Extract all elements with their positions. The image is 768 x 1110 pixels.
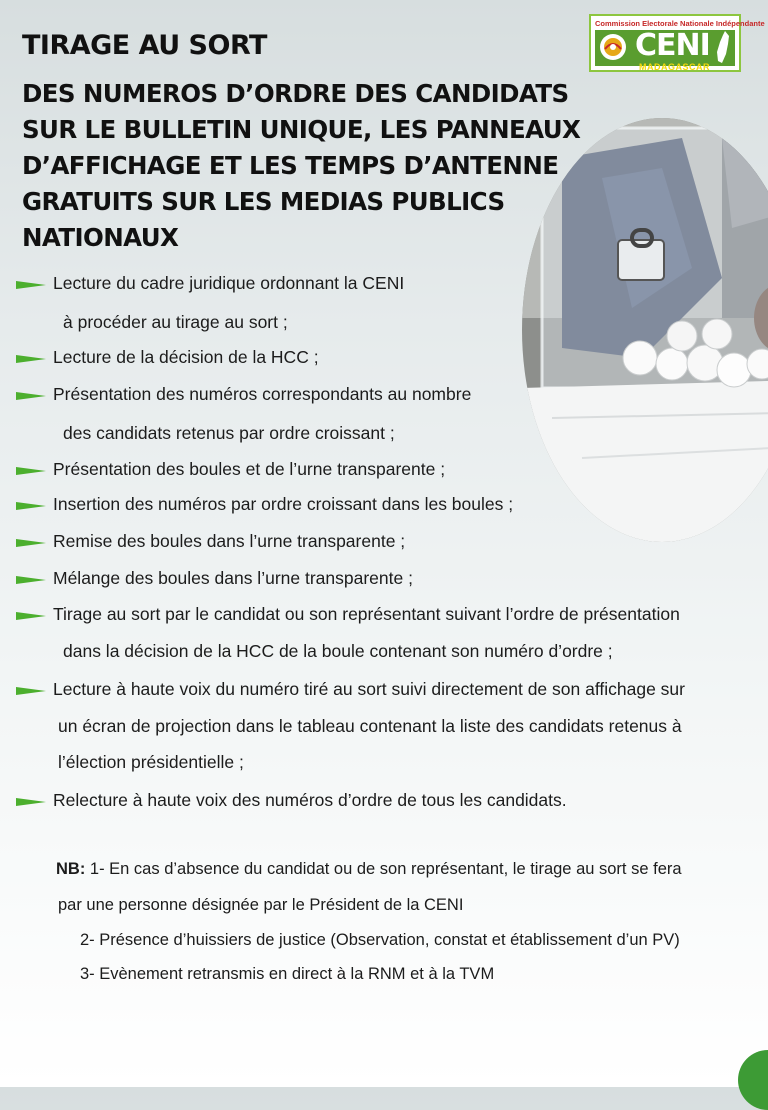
step-text-continued: l’élection présidentielle ; [58,752,244,772]
nb-note-2: 2- Présence d’huissiers de justice (Observation, constat et établissement d’un PV) [80,931,680,949]
step-text-continued: un écran de projection dans le tableau contenant la liste des candidats retenus à [58,716,682,736]
arrow-bullet-icon [16,609,46,623]
step-text: Lecture de la décision de la HCC ; [53,347,319,367]
arrow-bullet-icon [16,795,46,809]
arrow-bullet-icon [16,464,46,478]
corner-decoration [738,1050,768,1110]
madagascar-island-icon [715,30,731,64]
arrow-bullet-icon [16,352,46,366]
arrow-bullet-icon [16,389,46,403]
step-text: Présentation des numéros correspondants au nombre [53,384,472,404]
arrow-bullet-icon [16,684,46,698]
ceni-logo [589,14,765,72]
nb-note-3: 3- Evènement retransmis en direct à la RNM et à la TVM [80,965,495,983]
subtitle-line: NATIONAUX [22,223,179,252]
step-text-continued: dans la décision de la HCC de la boule contenant son numéro d’ordre ; [63,641,613,661]
step-text: Relecture à haute voix des numéros d’ordre de tous les candidats. [53,790,567,810]
logo-name: CENI [635,28,710,63]
subtitle-line: SUR LE BULLETIN UNIQUE, LES PANNEAUX [22,115,581,144]
arrow-bullet-icon [16,536,46,550]
step-text-continued: à procéder au tirage au sort ; [63,312,288,332]
step-text: Mélange des boules dans l’urne transparente ; [53,568,413,588]
step-text: Insertion des numéros par ordre croissant dans les boules ; [53,494,514,514]
nb-note-1-line-1 [56,860,682,879]
logo-tagline: Commission Electorale Nationale Indépendante [595,19,765,28]
arrow-bullet-icon [16,278,46,292]
page-subtitle [22,76,622,256]
subtitle-line: GRATUITS SUR LES MEDIAS PUBLICS [22,187,505,216]
step-text-continued: des candidats retenus par ordre croissant ; [63,423,395,443]
logo-country: MADAGASCAR [639,62,710,72]
step-text: Présentation des boules et de l’urne transparente ; [53,459,446,479]
step-text: Remise des boules dans l’urne transparente ; [53,531,406,551]
seal-icon [599,33,627,61]
step-text: Tirage au sort par le candidat ou son représentant suivant l’ordre de présentation [53,604,680,624]
step-text: Lecture du cadre juridique ordonnant la CENI [53,273,405,293]
nb-note-1-line-2: par une personne désignée par le Président de la CENI [58,896,464,914]
arrow-bullet-icon [16,499,46,513]
page-title: TIRAGE AU SORT [22,30,267,61]
arrow-bullet-icon [16,573,46,587]
nb-label: NB: [56,860,86,878]
nb-note-1-text: 1- En cas d’absence du candidat ou de son représentant, le tirage au sort se fera [85,860,682,878]
step-text: Lecture à haute voix du numéro tiré au sort suivi directement de son affichage sur [53,679,685,699]
subtitle-line: D’AFFICHAGE ET LES TEMPS D’ANTENNE [22,151,559,180]
subtitle-line: DES NUMEROS D’ORDRE DES CANDIDATS [22,79,569,108]
